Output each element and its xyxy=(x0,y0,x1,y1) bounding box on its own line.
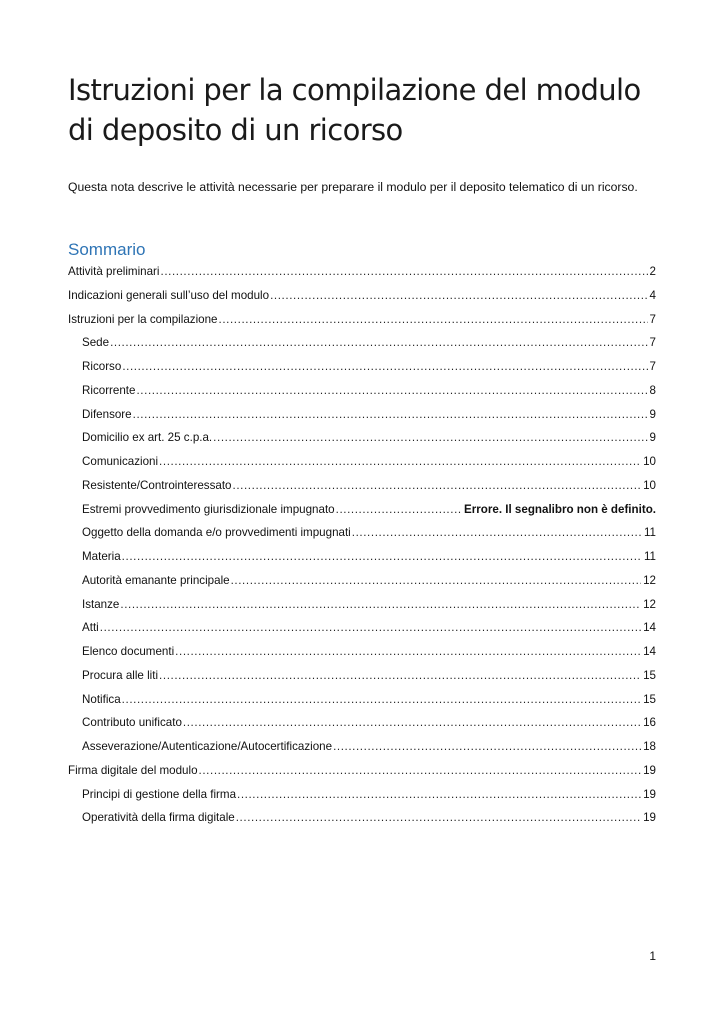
toc-entry-page: 8 xyxy=(649,383,656,397)
toc-entry-label[interactable]: Domicilio ex art. 25 c.p.a. xyxy=(82,431,213,445)
toc-entry-page: 15 xyxy=(643,692,656,706)
toc-entry-label[interactable]: Procura alle liti xyxy=(82,668,159,682)
toc-entry[interactable] xyxy=(68,287,656,311)
toc-entry-label[interactable]: Istanze xyxy=(82,597,120,611)
toc-dot-leader xyxy=(199,762,642,780)
toc-entry[interactable] xyxy=(68,501,656,525)
toc-dot-leader xyxy=(159,453,641,471)
toc-entry-page: 14 xyxy=(643,621,656,635)
toc-entry-label[interactable]: Asseverazione/Autenticazione/Autocertificazione xyxy=(82,740,333,753)
toc-entry-page: 14 xyxy=(643,645,656,658)
toc-entry-label[interactable]: Comunicazioni xyxy=(82,455,159,468)
toc-dot-leader xyxy=(231,572,642,590)
toc-entry-label[interactable]: Materia xyxy=(82,550,121,563)
toc-dot-leader xyxy=(159,667,641,685)
toc-entry[interactable] xyxy=(68,311,656,335)
toc-entry-label[interactable]: Contributo unificato xyxy=(82,716,182,730)
toc-entry-label[interactable]: Firma digitale del modulo xyxy=(68,763,198,777)
toc-bookmark-error: Errore. Il segnalibro non è definito. xyxy=(464,502,656,516)
toc-entry-label[interactable]: Ricorrente xyxy=(82,383,136,397)
toc-entry[interactable] xyxy=(68,477,656,501)
toc-dot-leader xyxy=(136,382,647,400)
toc-dot-leader xyxy=(120,596,641,614)
toc-dot-leader xyxy=(122,691,641,709)
toc-dot-leader xyxy=(183,714,641,732)
toc-entry[interactable] xyxy=(68,786,656,810)
toc-entry[interactable] xyxy=(68,548,656,572)
toc-entry-page: 19 xyxy=(643,763,656,777)
toc-entry[interactable] xyxy=(68,738,656,762)
toc-entry-page: 10 xyxy=(643,455,656,468)
toc-entry-page: 7 xyxy=(649,336,656,350)
toc-entry-page: 2 xyxy=(649,265,656,278)
toc-entry[interactable] xyxy=(68,667,656,691)
toc-entry-label[interactable]: Attività preliminari xyxy=(68,265,160,278)
toc-dot-leader xyxy=(100,619,641,637)
toc-entry-page: 4 xyxy=(649,288,656,302)
toc-dot-leader xyxy=(122,548,642,566)
toc-entry[interactable] xyxy=(68,762,656,786)
toc-entry-label[interactable]: Sede xyxy=(82,336,110,350)
toc-entry[interactable] xyxy=(68,596,656,620)
toc-entry[interactable] xyxy=(68,429,656,453)
toc-dot-leader xyxy=(237,786,641,804)
toc-entry[interactable] xyxy=(68,643,656,667)
toc-entry-label[interactable]: Estremi provvedimento giurisdizionale impugnato xyxy=(82,502,335,516)
toc-entry-page: 7 xyxy=(649,360,656,373)
toc-entry-label[interactable]: Notifica xyxy=(82,692,121,706)
toc-dot-leader xyxy=(133,406,648,424)
toc-dot-leader xyxy=(110,334,647,352)
toc-entry-label[interactable]: Difensore xyxy=(82,407,132,421)
toc-entry-page: 19 xyxy=(643,787,656,801)
toc-dot-leader xyxy=(233,477,642,495)
toc-dot-leader xyxy=(213,429,647,447)
document-title: Istruzioni per la compilazione del modulo di deposito di un ricorso xyxy=(68,73,641,147)
toc-entry-label[interactable]: Atti xyxy=(82,621,99,635)
toc-dot-leader xyxy=(161,263,648,281)
toc-entry[interactable] xyxy=(68,572,656,596)
toc-entry-page: 7 xyxy=(649,312,656,326)
toc-entry[interactable] xyxy=(68,524,656,548)
toc-entry-label[interactable]: Resistente/Controinteressato xyxy=(82,478,232,492)
toc-entry-label[interactable]: Indicazioni generali sull’uso del modulo xyxy=(68,288,270,302)
toc-entry-page: 18 xyxy=(643,740,656,753)
toc-entry-page: 19 xyxy=(643,811,656,825)
toc-dot-leader xyxy=(270,287,647,305)
intro-paragraph: Questa nota descrive le attività necessarie per preparare il modulo per il deposito telematico di un ricorso. xyxy=(68,180,638,194)
toc-entry-page: 9 xyxy=(649,431,656,445)
toc-entry-page: 12 xyxy=(643,597,656,611)
toc-dot-leader xyxy=(336,501,462,519)
toc-entry-page: 10 xyxy=(643,478,656,492)
toc-entry[interactable] xyxy=(68,263,656,287)
toc-entry-label[interactable]: Oggetto della domanda e/o provvedimenti impugnati xyxy=(82,526,351,540)
toc-entry[interactable] xyxy=(68,691,656,715)
toc-entry-label[interactable]: Ricorso xyxy=(82,360,122,373)
toc-entry-page: 15 xyxy=(643,668,656,682)
toc-dot-leader xyxy=(352,524,642,542)
toc-entry[interactable] xyxy=(68,358,656,382)
toc-entry[interactable] xyxy=(68,382,656,406)
page-number: 1 xyxy=(649,949,656,963)
toc-entry-page: 11 xyxy=(643,526,656,540)
toc-dot-leader xyxy=(236,809,641,827)
toc-entry-label[interactable]: Autorità emanante principale xyxy=(82,573,230,587)
toc-entry-label[interactable]: Istruzioni per la compilazione xyxy=(68,312,218,326)
toc-heading: Sommario xyxy=(68,240,146,259)
toc-entry[interactable] xyxy=(68,809,656,833)
toc-entry-page: 9 xyxy=(649,407,656,421)
toc-dot-leader xyxy=(175,643,641,661)
table-of-contents xyxy=(68,263,656,833)
toc-entry[interactable] xyxy=(68,406,656,430)
toc-dot-leader xyxy=(219,311,648,329)
toc-entry[interactable] xyxy=(68,619,656,643)
toc-entry-label[interactable]: Principi di gestione della firma xyxy=(82,787,237,801)
toc-entry-page: 16 xyxy=(643,716,656,730)
toc-entry-page: 11 xyxy=(643,550,656,563)
toc-entry-label[interactable]: Operatività della firma digitale xyxy=(82,811,235,825)
toc-entry[interactable] xyxy=(68,453,656,477)
toc-entry-page: 12 xyxy=(643,573,656,587)
toc-entry-label[interactable]: Elenco documenti xyxy=(82,645,175,658)
toc-entry[interactable] xyxy=(68,334,656,358)
toc-dot-leader xyxy=(122,358,647,376)
toc-entry[interactable] xyxy=(68,714,656,738)
toc-dot-leader xyxy=(333,738,641,756)
